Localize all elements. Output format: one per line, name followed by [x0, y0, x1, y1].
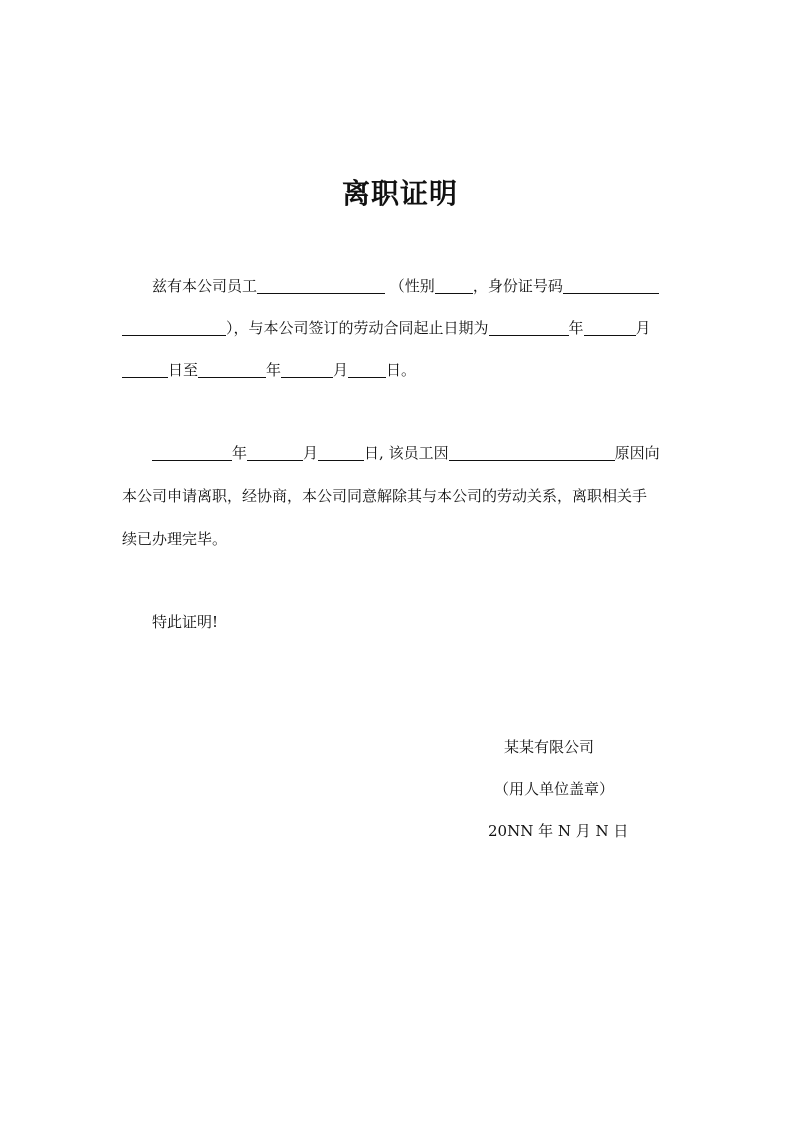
para1-text: 日至 [168, 361, 199, 379]
leave-year-blank [152, 444, 232, 461]
leave-day-blank [318, 444, 364, 461]
document-title: 离职证明 [341, 177, 458, 210]
para2-line2: 本公司申请离职，经协商，本公司同意解除其与本公司的劳动关系，离职相关手 [122, 487, 648, 505]
para1-text: ），与本公司签订的劳动合同起止日期为 [226, 319, 489, 337]
para1-text: 日。 [386, 361, 417, 379]
end-day-blank [348, 361, 386, 378]
month-label: 月 [303, 444, 319, 462]
leave-month-blank [247, 444, 303, 461]
end-year-blank [198, 361, 266, 378]
year-label: 年 [232, 444, 248, 462]
para1-line2 [122, 318, 651, 338]
start-month-blank [584, 319, 636, 336]
gender-blank [435, 277, 473, 294]
para1-line3 [122, 360, 416, 380]
stamp-note: （用人单位盖章） [494, 780, 615, 798]
year-label: 年 [568, 319, 584, 337]
para1-text: 兹有本公司员工 [152, 277, 258, 295]
month-label: 月 [333, 361, 349, 379]
id-number-blank-cont [122, 319, 226, 336]
para2-line1 [152, 443, 660, 463]
para2-text: 原因向 [614, 444, 660, 462]
para2-line3: 续已办理完毕。 [122, 530, 228, 548]
para1-line1 [152, 276, 659, 296]
signature-date: 20NN 年 N 月 N 日 [488, 822, 629, 840]
id-number-blank [563, 277, 659, 294]
para1-text: ，身份证号码 [472, 277, 563, 295]
start-day-blank [122, 361, 168, 378]
employee-name-blank [257, 277, 385, 294]
end-month-blank [281, 361, 333, 378]
reason-blank [449, 444, 615, 461]
para2-text: 日, 该员工因 [364, 444, 449, 462]
closing-text: 特此证明! [152, 613, 219, 631]
start-year-blank [489, 319, 569, 336]
month-label: 月 [635, 319, 651, 337]
company-name: 某某有限公司 [504, 738, 595, 756]
para1-text: （性别 [389, 277, 435, 295]
year-label: 年 [266, 361, 282, 379]
